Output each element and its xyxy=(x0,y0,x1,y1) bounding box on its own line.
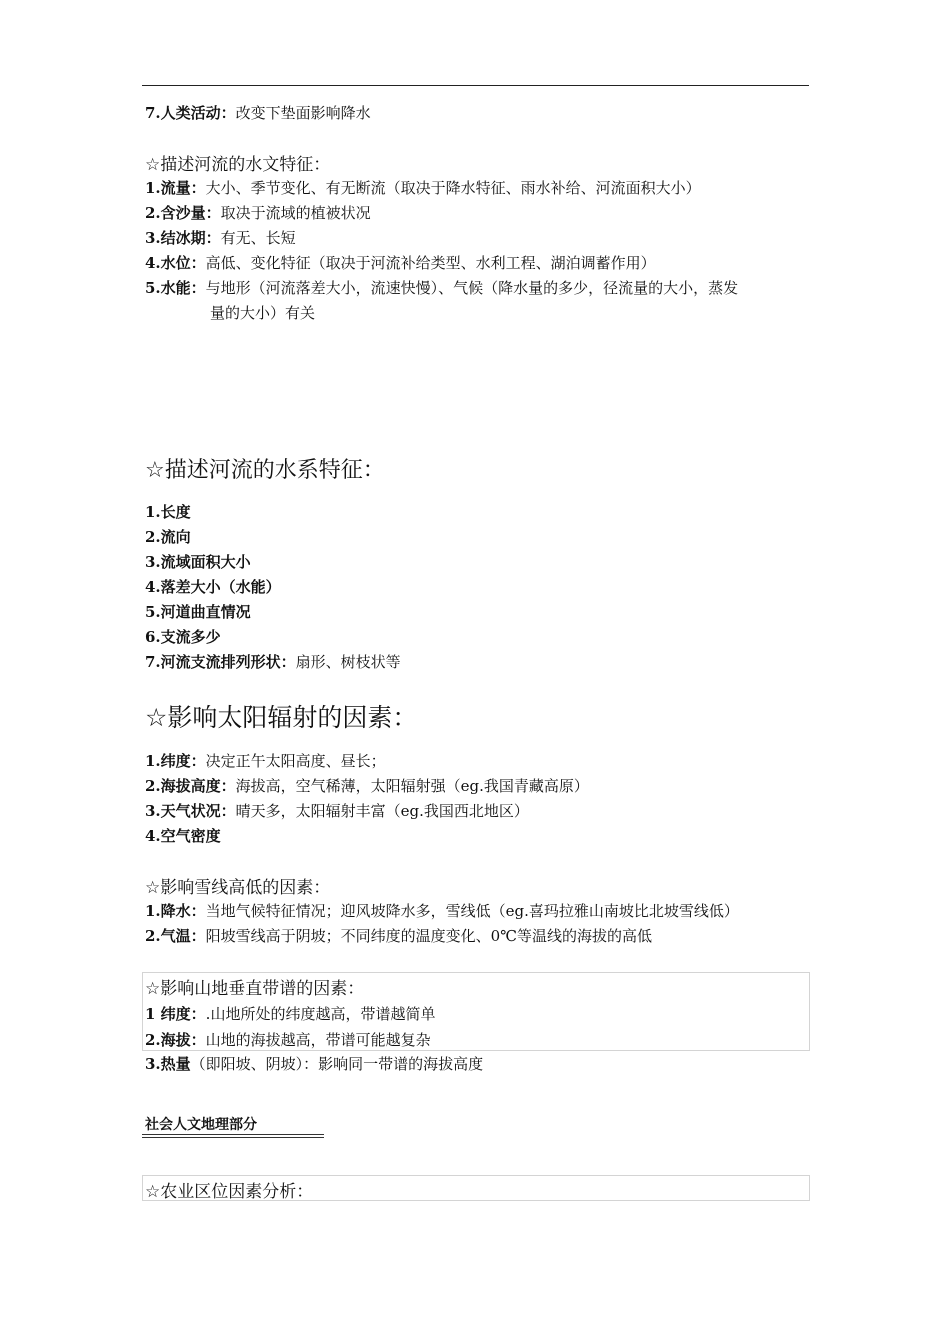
list-item xyxy=(145,926,652,946)
item-text: 山地的海拔越高，带谱可能越复杂 xyxy=(205,1031,431,1049)
top-rule xyxy=(142,85,809,86)
item-text: 海拔高，空气稀薄，太阳辐射强（eg.我国青藏高原） xyxy=(235,777,589,795)
item-label: 1.纬度： xyxy=(145,752,206,770)
list-item xyxy=(145,1054,483,1074)
list-item xyxy=(145,751,386,771)
list-item xyxy=(145,228,296,248)
item-text: 决定正午太阳高度、昼长； xyxy=(205,752,386,770)
list-item xyxy=(145,577,281,597)
item-label: 1 纬度： xyxy=(145,1005,206,1023)
list-item xyxy=(145,103,371,123)
item-text: 阳坡雪线高于阴坡；不同纬度的温度变化、0℃等温线的海拔的高低 xyxy=(205,927,652,945)
list-item xyxy=(145,901,739,921)
item-label: 1.降水： xyxy=(145,902,206,920)
item-label: 1.长度 xyxy=(145,503,191,521)
list-item xyxy=(145,1030,431,1050)
snow-heading: ☆影响雪线高低的因素： xyxy=(145,878,331,898)
item-text: 取决于流域的植被状况 xyxy=(220,204,371,222)
item-text: （即阳坡、阴坡）：影响同一带谱的海拔高度 xyxy=(190,1055,484,1073)
item-label: 5.河道曲直情况 xyxy=(145,603,251,621)
list-item xyxy=(145,527,191,547)
section-underline xyxy=(142,1134,324,1138)
item-text: 扇形、树枝状等 xyxy=(295,653,401,671)
solar-heading: ☆影响太阳辐射的因素： xyxy=(145,703,418,732)
item-text: 高低、变化特征（取决于河流补给类型、水利工程、湖泊调蓄作用） xyxy=(205,254,656,272)
item-text: .山地所处的纬度越高，带谱越简单 xyxy=(205,1005,436,1023)
item-label: 2.海拔： xyxy=(145,1031,206,1049)
item-label: 7.人类活动： xyxy=(145,104,236,122)
list-item xyxy=(145,203,371,223)
item-text: 改变下垫面影响降水 xyxy=(235,104,371,122)
item-label: 3.流域面积大小 xyxy=(145,553,251,571)
item-text: 大小、季节变化、有无断流（取决于降水特征、雨水补给、河流面积大小） xyxy=(205,179,701,197)
system-heading: ☆描述河流的水系特征： xyxy=(145,458,385,483)
list-item xyxy=(145,627,221,647)
item-label: 4.空气密度 xyxy=(145,827,221,845)
item-text: 与地形（河流落差大小，流速快慢）、气候（降水量的多少，径流量的大小，蒸发 xyxy=(205,279,739,297)
item-text: 有无、长短 xyxy=(220,229,296,247)
item-label: 3.热量 xyxy=(145,1055,191,1073)
list-item xyxy=(145,552,251,572)
item-label: 3.天气状况： xyxy=(145,802,236,820)
item-text: 当地气候特征情况；迎风坡降水多，雪线低（eg.喜玛拉雅山南坡比北坡雪线低） xyxy=(205,902,739,920)
item-label: 2.气温： xyxy=(145,927,206,945)
list-item xyxy=(145,278,738,298)
item-label: 2.含沙量： xyxy=(145,204,221,222)
list-item xyxy=(145,826,221,846)
agri-heading: ☆农业区位因素分析： xyxy=(145,1182,314,1202)
list-item xyxy=(145,652,401,672)
list-item xyxy=(145,602,251,622)
item-label: 4.水位： xyxy=(145,254,206,272)
list-item-continuation: 量的大小）有关 xyxy=(210,304,316,322)
list-item xyxy=(145,253,656,273)
item-label: 1.流量： xyxy=(145,179,206,197)
list-item xyxy=(145,502,191,522)
item-label: 5.水能： xyxy=(145,279,206,297)
list-item xyxy=(145,1004,435,1024)
item-label: 3.结冰期： xyxy=(145,229,221,247)
list-item xyxy=(145,776,589,796)
item-label: 2.流向 xyxy=(145,528,191,546)
section-title: 社会人文地理部分 xyxy=(145,1117,257,1133)
item-label: 6.支流多少 xyxy=(145,628,221,646)
item-label: 7.河流支流排列形状： xyxy=(145,653,296,671)
list-item xyxy=(145,801,529,821)
item-label: 4.落差大小（水能） xyxy=(145,578,281,596)
item-text: 晴天多，太阳辐射丰富（eg.我国西北地区） xyxy=(235,802,529,820)
mountain-heading: ☆影响山地垂直带谱的因素： xyxy=(145,979,365,999)
item-label: 2.海拔高度： xyxy=(145,777,236,795)
hydro-heading: ☆描述河流的水文特征： xyxy=(145,155,331,175)
list-item xyxy=(145,178,701,198)
